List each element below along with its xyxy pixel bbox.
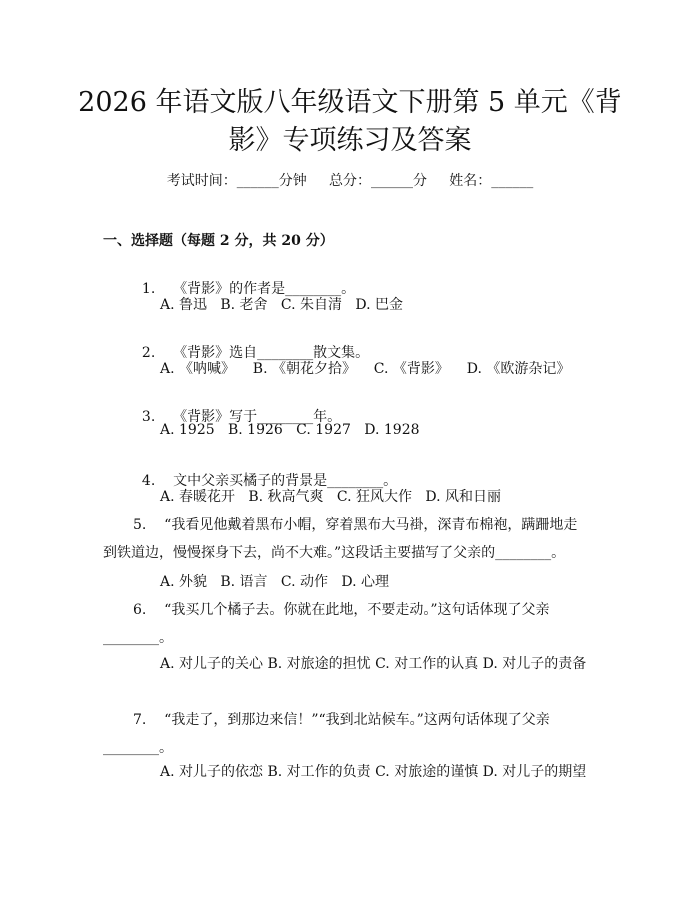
question-number: 1. bbox=[141, 281, 156, 297]
question-6-options bbox=[103, 650, 590, 678]
question-number: 2. bbox=[141, 345, 156, 361]
question-4-options: A. 春暖花开 B. 秋高气爽 C. 狂风大作 D. 风和日丽 bbox=[160, 489, 501, 505]
question-4 bbox=[133, 454, 397, 490]
question-text: 文中父亲买橘子的背景是________。 bbox=[173, 473, 398, 489]
exam-info-line: 考试时间：______分钟 总分：______分 姓名：______ bbox=[166, 173, 534, 189]
question-7-options bbox=[103, 758, 590, 786]
question-6 bbox=[103, 596, 590, 652]
options-text: A. 对儿子的依恋 B. 对工作的负责 C. 对旅途的谨慎 D. 对儿子的期望 bbox=[160, 764, 587, 780]
options-text: A. 对儿子的关心 B. 对旅途的担忧 C. 对工作的认真 D. 对儿子的责备 bbox=[160, 656, 587, 672]
document-title bbox=[60, 84, 640, 160]
question-3 bbox=[133, 390, 341, 426]
question-5-options: A. 外貌 B. 语言 C. 动作 D. 心理 bbox=[160, 574, 389, 590]
question-number: 3. bbox=[141, 409, 156, 425]
question-2 bbox=[133, 326, 369, 362]
question-text: “我看见他戴着黑布小帽，穿着黑布大马褂，深青布棉袍，蹒跚地走到铁道边，慢慢探身下去，尚不大难。”这段话主要描写了父亲的________。 bbox=[103, 517, 578, 561]
title-line-2: 影》专项练习及答案 bbox=[228, 125, 472, 156]
question-number: 7. bbox=[133, 712, 147, 728]
title-line-1: 2026 年语文版八年级语文下册第 5 单元《背 bbox=[78, 87, 622, 118]
question-text: “我买几个橘子去。你就在此地，不要走动。”这句话体现了父亲________。 bbox=[103, 602, 550, 646]
question-text: 《背影》选自________散文集。 bbox=[173, 345, 370, 361]
question-5 bbox=[103, 511, 590, 567]
section-heading: 一、选择题（每题 2 分，共 20 分） bbox=[103, 233, 334, 249]
question-text: 《背影》的作者是________。 bbox=[173, 281, 356, 297]
question-1-options: A. 鲁迅 B. 老舍 C. 朱自清 D. 巴金 bbox=[160, 297, 403, 313]
question-number: 4. bbox=[141, 473, 156, 489]
question-text: 《背影》写于________年。 bbox=[173, 409, 342, 425]
question-7 bbox=[103, 706, 590, 762]
question-number: 5. bbox=[133, 517, 147, 533]
question-2-options: A. 《呐喊》 B. 《朝花夕拾》 C. 《背影》 D. 《欧游杂记》 bbox=[160, 361, 571, 377]
question-number: 6. bbox=[133, 602, 147, 618]
question-text: “我走了，到那边来信！”“我到北站候车。”这两句话体现了父亲________。 bbox=[103, 712, 550, 756]
question-1 bbox=[133, 262, 355, 298]
question-3-options: A. 1925 B. 1926 C. 1927 D. 1928 bbox=[160, 422, 420, 438]
